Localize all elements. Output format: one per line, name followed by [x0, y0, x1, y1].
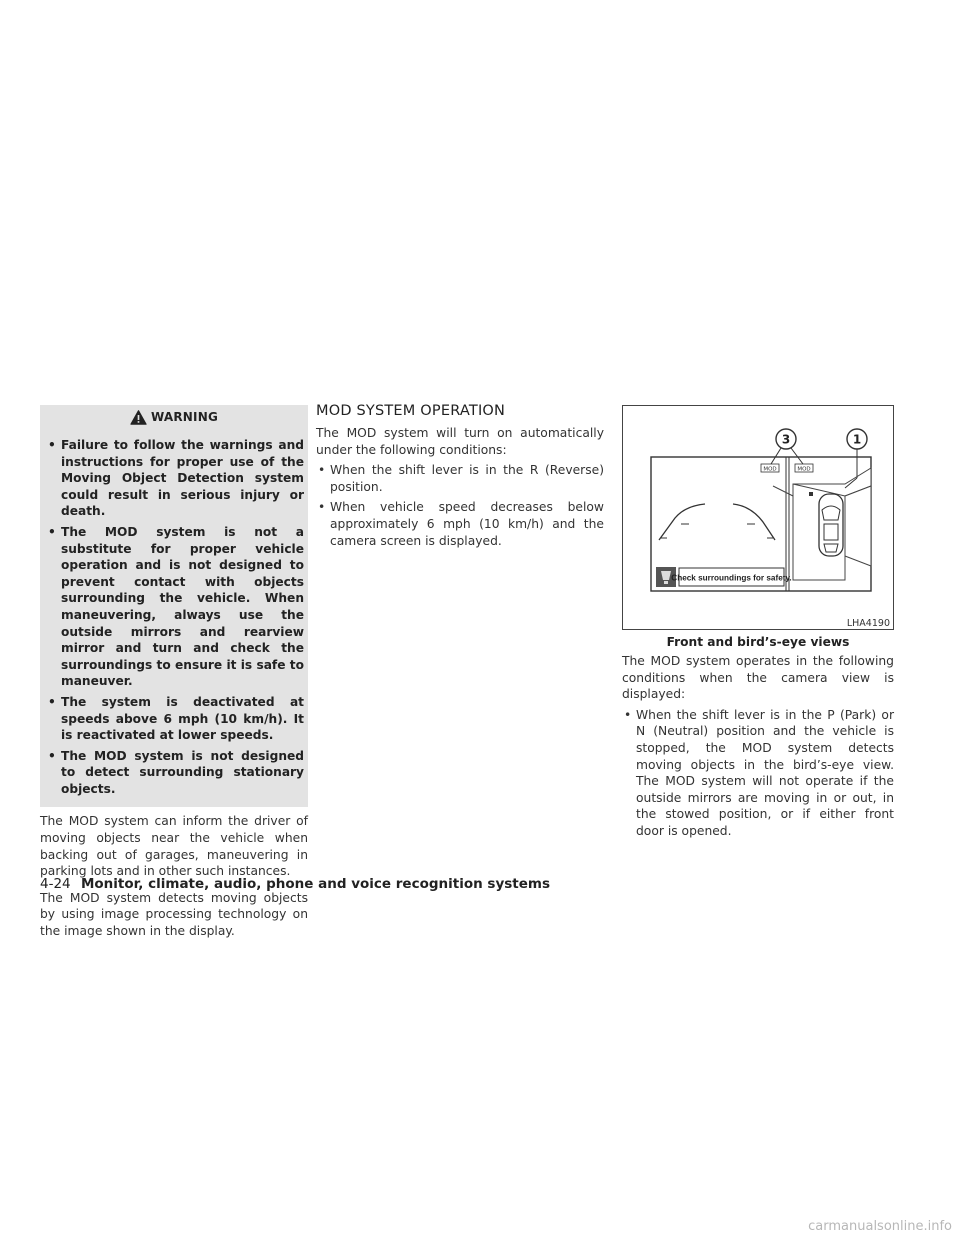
right-column [622, 405, 894, 844]
left-column [40, 405, 308, 950]
warning-box [40, 405, 308, 807]
warning-heading [40, 405, 308, 429]
screen-message: Check surroundings for safety. [671, 573, 792, 583]
mod-tag-left-text: MOD [763, 466, 777, 473]
warning-item: • The MOD system is not a substitute for proper vehicle operation and is not designed to prevent contact with objects surrounding the vehicle. When maneuvering, always use the outside mirrors and rearview mirror and turn and check the surroundings to ensure it is safe to maneuver. [44, 524, 304, 690]
mod-tag-right-text: MOD [797, 466, 811, 473]
callout-1-text: 1 [852, 432, 862, 447]
condition-list [316, 462, 604, 549]
warning-list [40, 437, 308, 797]
body-paragraph: The MOD system operates in the following conditions when the camera view is displayed: [622, 654, 894, 702]
body-paragraph: The MOD system detects moving objects by using image processing technology on the image shown in the display. [40, 890, 308, 939]
section-title: MOD SYSTEM OPERATION [316, 403, 506, 419]
list-item: • When the shift lever is in the P (Park) or N (Neutral) position and the vehicle is stopped, the MOD system detects moving objects in the bird’s-eye view. The MOD system will not operate if the outside mirrors are moving in or out, in the stowed position, or if either front door is opened. [622, 707, 894, 840]
warning-item: • Failure to follow the warnings and instructions for proper use of the Moving Object Detection system could result in serious injury or death. [44, 437, 304, 520]
page-footer [40, 876, 550, 892]
section-intro: The MOD system will turn on automatically under the following conditions: [316, 426, 604, 457]
warning-item: • The system is deactivated at speeds above 6 mph (10 km/h). It is reactivated at lower speeds. [44, 694, 304, 744]
warning-triangle-icon [130, 410, 147, 425]
watermark: carmanualsonline.info [808, 1219, 952, 1234]
warning-item: • The MOD system is not designed to detect surrounding stationary objects. [44, 748, 304, 798]
camera-screen-figure [622, 405, 894, 630]
body-paragraph: The MOD system can inform the driver of moving objects near the vehicle when backing out of garages, maneuvering in parking lots and in other such instances. [40, 814, 308, 879]
figure-code: LHA4190 [846, 618, 890, 629]
list-item: • When vehicle speed decreases below approximately 6 mph (10 km/h) and the camera screen is displayed. [316, 499, 604, 549]
list-item: • When the shift lever is in the R (Reverse) position. [316, 462, 604, 495]
chapter-title: Monitor, climate, audio, phone and voice recognition systems [80, 876, 551, 892]
callout-3-text: 3 [781, 432, 791, 447]
camera-screen-illustration [623, 406, 893, 629]
figure-caption: Front and bird’s-eye views [666, 635, 850, 649]
middle-column [316, 403, 604, 553]
condition-list [622, 707, 894, 840]
warning-heading-text: WARNING [150, 410, 219, 424]
page-number: 4-24 [40, 876, 71, 892]
